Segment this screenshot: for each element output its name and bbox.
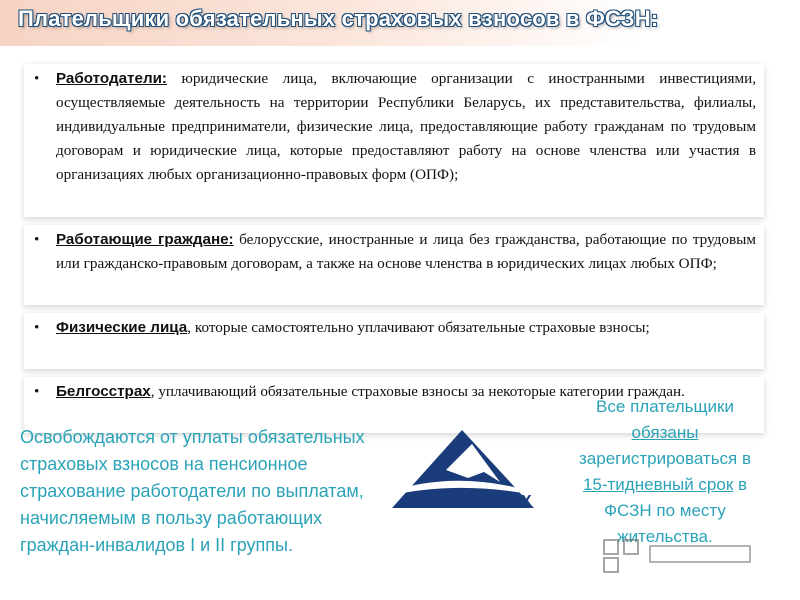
registration-line-5: ФСЗН по месту жительства.	[604, 501, 726, 546]
term-working-citizens: Работающие граждане:	[56, 231, 234, 248]
item-text: белорусские, иностранные и лица без гражданства, работающие по трудовым или гражданско-правовым договорам, а также на основе членства в юридических лицах любых ОПФ;	[56, 231, 756, 272]
belgosstrakh-logo-icon	[388, 426, 558, 531]
list-item-individuals	[24, 313, 764, 369]
payers-list	[24, 64, 764, 441]
bullet-icon: •	[34, 231, 40, 248]
page-title: Плательщики обязательных страховых взносов в ФСЗН:	[18, 6, 659, 31]
logo-text: БЕЛГОССТРАХ	[408, 493, 533, 510]
term-employers: Работодатели:	[56, 70, 167, 87]
registration-line-4-suffix: в	[733, 475, 748, 494]
obliged-word: обязаны	[631, 423, 699, 442]
item-text: , которые самостоятельно уплачивают обязательные страховые взносы;	[187, 319, 650, 336]
deadline-text: 15-тидневный срок	[582, 475, 734, 494]
exemption-note: Освобождаются от уплаты обязательных страховых взносов на пенсионное страхование работодатели по выплатам, начисляемым в пользу работающих граждан-инвалидов I и II группы.	[20, 427, 365, 555]
term-belgosstrakh: Белгосстрах	[56, 383, 151, 400]
registration-note	[556, 394, 774, 550]
list-item-employers	[24, 64, 764, 217]
bullet-icon: •	[34, 319, 40, 336]
title-band	[0, 0, 800, 46]
bullet-icon: •	[34, 70, 40, 87]
watermark-icon	[600, 536, 770, 576]
bullet-icon: •	[34, 383, 40, 400]
list-item-working-citizens	[24, 225, 764, 305]
term-individuals: Физические лица	[56, 319, 188, 336]
item-text: , уплачивающий обязательные страховые взносы за некоторые категории граждан.	[150, 383, 685, 400]
registration-line-3: зарегистрироваться в	[578, 449, 752, 468]
registration-line-1: Все плательщики	[596, 397, 734, 416]
item-text: юридические лица, включающие организации с иностранными инвестициями, осуществляемые деятельность на территории Республики Беларусь, их представительства, филиалы, индивидуальные предприниматели, физические лица, предоставляющие работу гражданам по трудовым договорам и юридические лица, которые предоставляют работу на основе членства или участия в организациях любых организационно-правовых форм (ОПФ);	[56, 70, 756, 183]
